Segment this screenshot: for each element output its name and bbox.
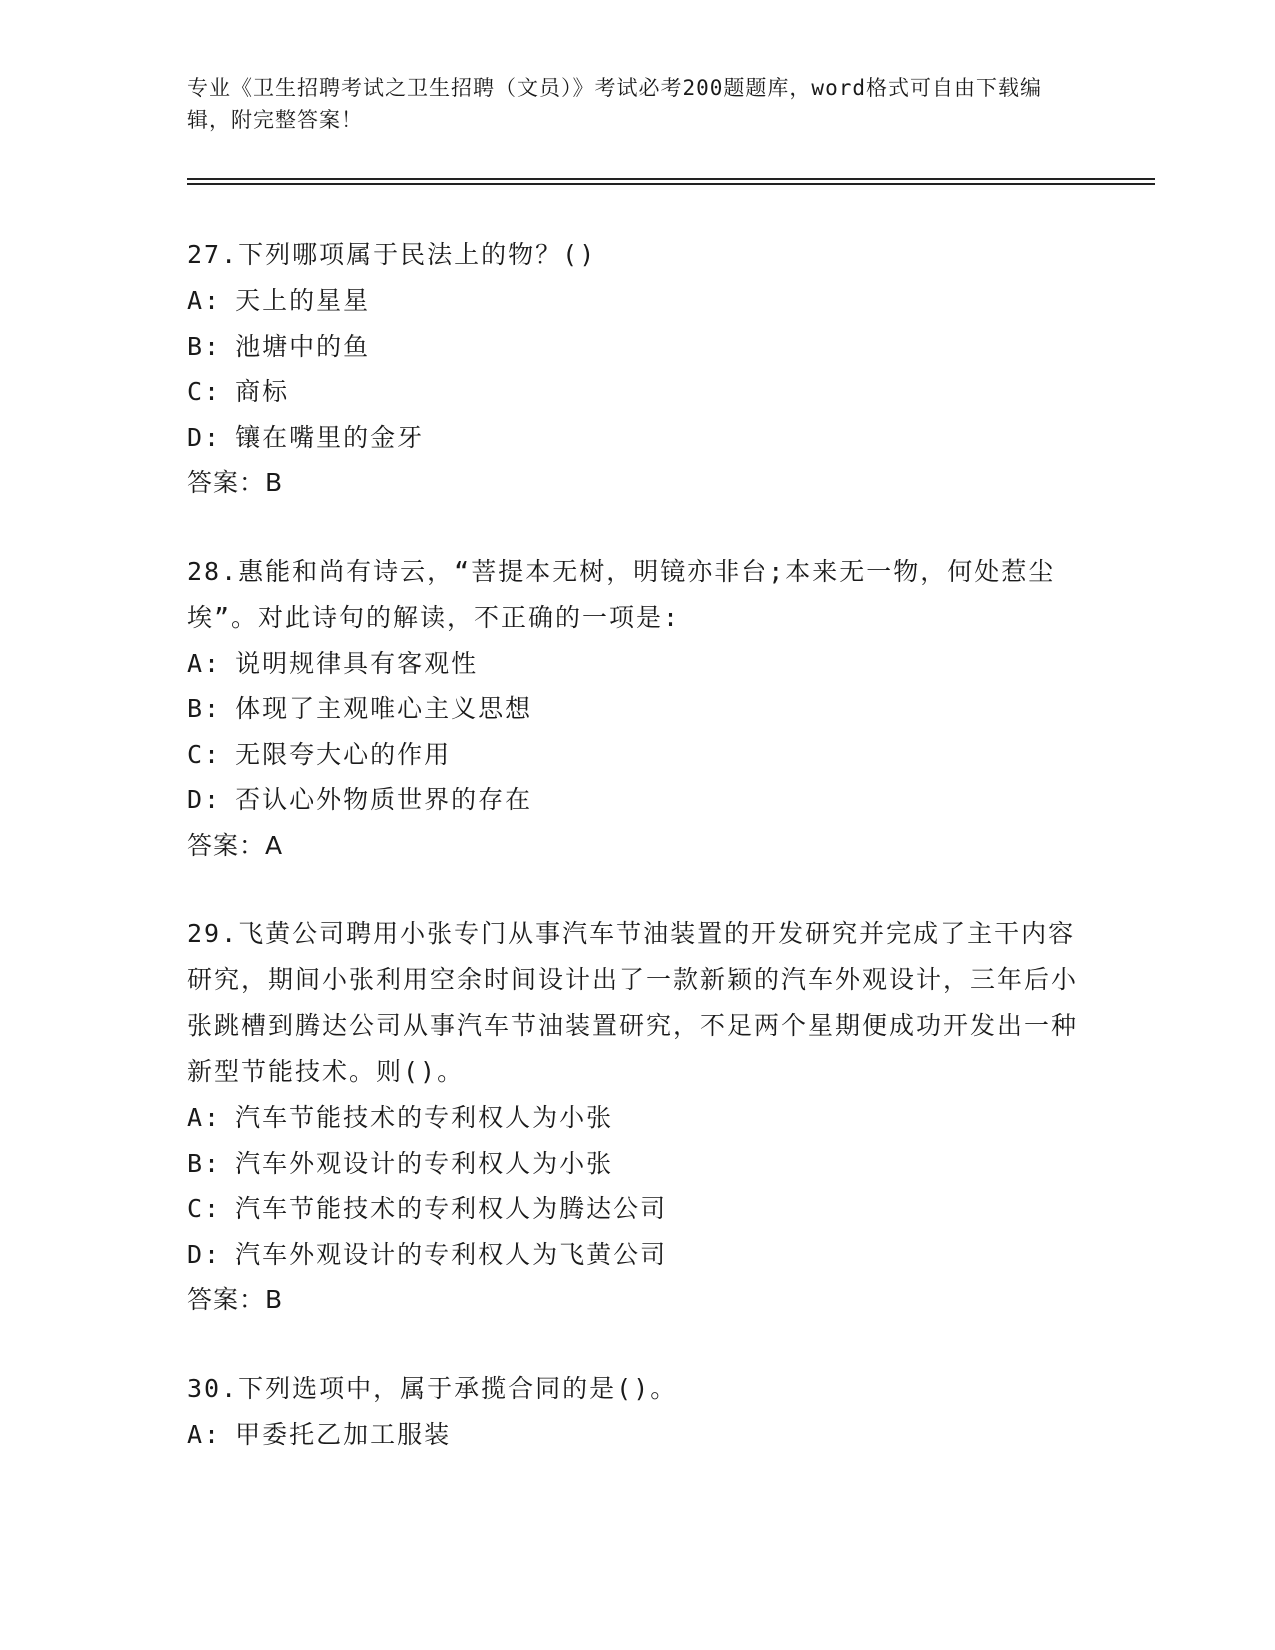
option-text: 汽车外观设计的专利权人为小张 <box>235 1148 614 1178</box>
option-text: 体现了主观唯心主义思想 <box>235 694 533 723</box>
option-c <box>187 369 1087 415</box>
option-letter: D: <box>187 785 222 814</box>
option-b <box>187 324 1087 370</box>
option-text: 汽车外观设计的专利权人为飞黄公司 <box>235 1239 668 1269</box>
option-text: 天上的星星 <box>235 286 371 315</box>
question-stem: 30.下列选项中，属于承揽合同的是()。 <box>187 1373 678 1403</box>
question-29 <box>187 911 1087 1323</box>
option-text: 池塘中的鱼 <box>235 331 371 361</box>
option-letter: A: <box>187 648 222 678</box>
option-text: 镶在嘴里的金牙 <box>235 422 425 452</box>
option-a <box>187 1412 1087 1458</box>
question-28 <box>187 549 1087 869</box>
option-text: 汽车节能技术的专利权人为小张 <box>235 1103 614 1132</box>
header-divider-bottom <box>187 183 1155 185</box>
option-d <box>187 1232 1087 1278</box>
question-list <box>187 232 1087 1500</box>
option-text: 否认心外物质世界的存在 <box>235 785 533 814</box>
option-letter: A: <box>187 1419 222 1449</box>
option-text: 说明规律具有客观性 <box>235 648 479 678</box>
question-30 <box>187 1366 1087 1458</box>
option-letter: D: <box>187 422 222 452</box>
option-letter: C: <box>187 1194 222 1223</box>
option-a <box>187 641 1087 687</box>
option-text: 无限夸大心的作用 <box>235 739 452 769</box>
option-text: 汽车节能技术的专利权人为腾达公司 <box>235 1194 668 1223</box>
option-letter: C: <box>187 739 222 769</box>
option-text: 甲委托乙加工服装 <box>235 1419 452 1449</box>
question-stem: 28.惠能和尚有诗云，“菩提本无树，明镜亦非台;本来无一物，何处惹尘埃”。对此诗句的解读，不正确的一项是: <box>187 556 1056 632</box>
question-stem: 27.下列哪项属于民法上的物？() <box>187 240 597 269</box>
answer-line: 答案：B <box>187 468 284 497</box>
option-c <box>187 1186 1087 1232</box>
option-text: 商标 <box>235 377 290 406</box>
answer-line: 答案：A <box>187 830 284 860</box>
document-header: 专业《卫生招聘考试之卫生招聘（文员）》考试必考200题题库，word格式可自由下载编辑，附完整答案！ <box>187 76 1042 132</box>
header-divider-top <box>187 178 1155 180</box>
option-a <box>187 278 1087 324</box>
question-27 <box>187 232 1087 506</box>
option-b <box>187 1141 1087 1187</box>
option-letter: C: <box>187 377 222 406</box>
option-a <box>187 1095 1087 1141</box>
option-letter: B: <box>187 331 222 361</box>
option-d <box>187 415 1087 461</box>
option-letter: A: <box>187 286 222 315</box>
question-stem: 29.飞黄公司聘用小张专门从事汽车节油装置的开发研究并完成了主干内容研究，期间小张利用空余时间设计出了一款新颖的汽车外观设计，三年后小张跳槽到腾达公司从事汽车节油装置研究，不足两个星期便成功开发出一种新型节能技术。则()。 <box>187 919 1079 1086</box>
option-letter: D: <box>187 1239 222 1269</box>
option-b <box>187 686 1087 732</box>
option-d <box>187 777 1087 823</box>
option-letter: B: <box>187 1148 222 1178</box>
option-letter: B: <box>187 694 222 723</box>
option-c <box>187 732 1087 778</box>
answer-line: 答案：B <box>187 1285 284 1314</box>
option-letter: A: <box>187 1103 222 1132</box>
